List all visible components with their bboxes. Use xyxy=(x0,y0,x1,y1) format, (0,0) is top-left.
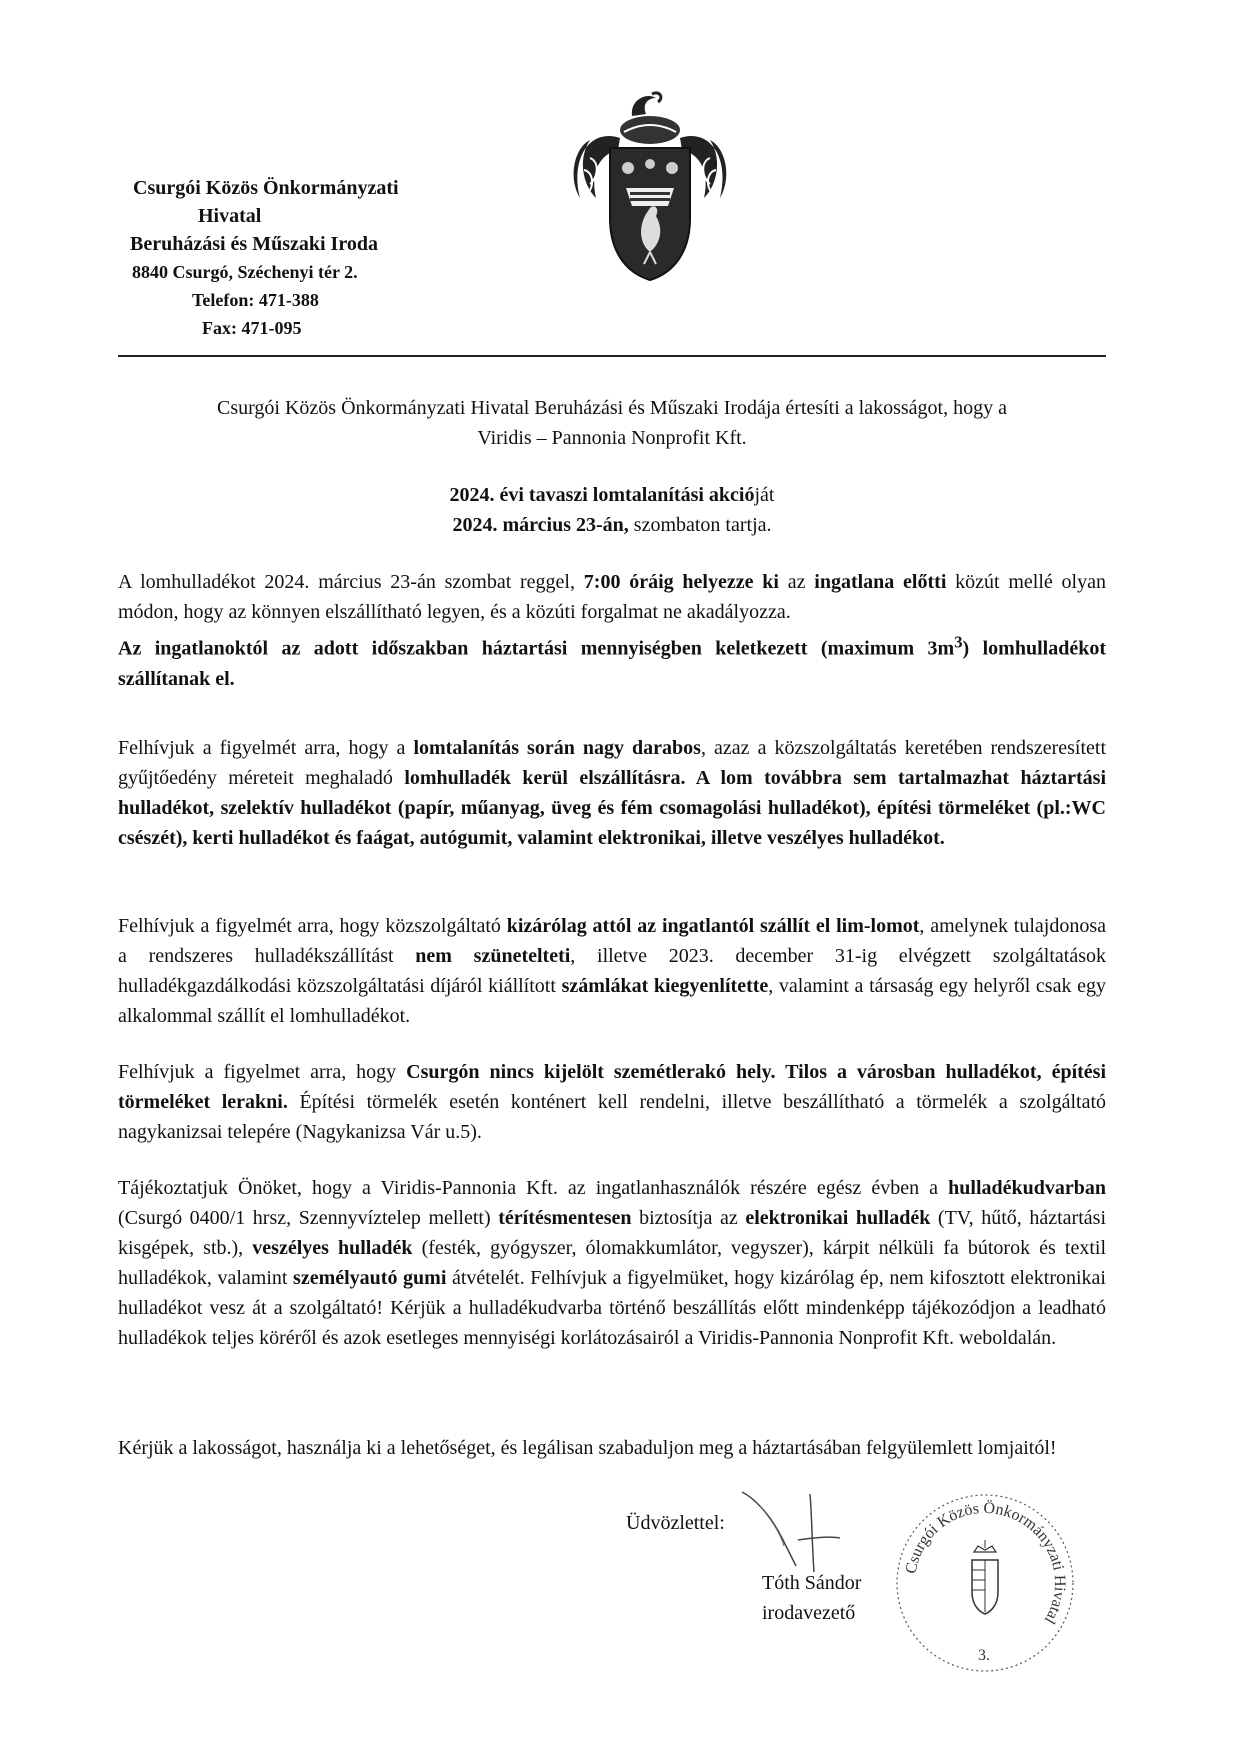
bold-text: 7:00 óráig helyezze ki xyxy=(583,571,779,593)
text: , illetve 2023. december 31-ig elvégzett szolgáltatások hulladékgazdálkodási közszolgáltatási díjáról kiállított xyxy=(118,945,1107,997)
text: Kérjük a lakosságot, használja ki a lehetőséget, és legálisan szabaduljon meg a háztartásában felgyülemlett lomjaitól! xyxy=(118,1437,1057,1459)
signatory xyxy=(762,1568,861,1628)
event-title-suffix: ját xyxy=(754,484,775,506)
paragraph-allowed-items xyxy=(118,733,1106,853)
text: (festék, gyógyszer, ólomakkumlátor, vegyszer), kárpit nélküli fa bútorok és textil hulladékok, valamint xyxy=(118,1237,1107,1289)
bold-text: veszélyes hulladék xyxy=(252,1237,413,1259)
paragraph-no-dump-site xyxy=(118,1057,1106,1147)
bold-text: hulladékudvarban xyxy=(948,1177,1106,1199)
event-title: 2024. évi tavaszi lomtalanítási akció xyxy=(449,484,755,506)
paragraph-eligibility xyxy=(118,911,1106,1031)
text: Felhívjuk a figyelmét arra, hogy a xyxy=(118,737,414,759)
text: átvételét. Felhívjuk a figyelmüket, hogy kizárólag ép, nem kifosztott elektronikai hulladékot vesz át a szolgáltató! Kérjük a hulladékudvarba történő beszállítás előtt mindenképp tájékozódjon a leadható hulladékok teljes köréről és azok esetleges mennyiségi korlátozásairól a Viridis-Pannonia Nonprofit Kft. weboldalán. xyxy=(118,1267,1106,1349)
handwritten-signature xyxy=(740,1488,880,1578)
signatory-name: Tóth Sándor xyxy=(762,1572,862,1594)
event-date: 2024. március 23-án, xyxy=(452,514,629,536)
stamp-ring-text: Csurgói Közös Önkormányzati Hivatal xyxy=(902,1499,1069,1627)
bold-text: ) lomhulladékot szállítanak el. xyxy=(118,637,1106,690)
department-name: Beruházási és Műszaki Iroda xyxy=(130,233,378,255)
text: közút mellé olyan módon, hogy az könnyen elszállítható legyen, és a közúti forgalmat ne akadályozza. xyxy=(118,571,1106,623)
intro-line2: Viridis – Pannonia Nonprofit Kft. xyxy=(477,427,747,449)
office-fax: Fax: 471-095 xyxy=(202,318,302,338)
bold-text: elektronikai hulladék xyxy=(745,1207,931,1229)
text: Tájékoztatjuk Önöket, hogy a Viridis-Pannonia Kft. az ingatlanhasználók részére egész évben a xyxy=(118,1177,949,1199)
text: , amelynek tulajdonosa a rendszeres hulladékszállítást xyxy=(118,915,1107,967)
event-day: szombaton tartja. xyxy=(628,514,772,536)
office-header xyxy=(118,174,478,342)
bold-text: számlákat kiegyenlítette xyxy=(561,975,769,997)
paragraph-waste-yard xyxy=(118,1173,1106,1353)
event-announcement xyxy=(118,480,1106,540)
text: az xyxy=(778,571,815,593)
bold-text: nem szünetelteti xyxy=(415,945,571,967)
paragraph-closing-appeal xyxy=(118,1433,1106,1463)
bold-text: lomhulladék kerül elszállításra. A lom továbbra sem tartalmazhat háztartási hulladékot, szelektív hulladékot (papír, műanyag, üveg és fém csomagolási hulladékot), építési törmeléket (pl.:WC csészét), kerti hulladékot és faágat, autógumit, valamint elektronikai, illetve veszélyes hulladékot. xyxy=(118,767,1106,849)
stamp-number: 3. xyxy=(978,1647,990,1664)
text: , azaz a közszolgáltatás keretében rendszeresített gyűjtőedény méreteit meghaladó xyxy=(118,737,1106,789)
text: Építési törmelék esetén konténert kell rendelni, illetve beszállítható a törmelék a szolgáltató nagykanizsai telepére (Nagykanizsa Vár u.5). xyxy=(118,1091,1107,1143)
intro-notice xyxy=(118,393,1106,453)
hungarian-crest-icon xyxy=(972,1540,998,1614)
text: (TV, hűtő, háztartási kisgépek, stb.), xyxy=(118,1207,1106,1259)
text: Felhívjuk a figyelmet arra, hogy xyxy=(118,1061,407,1083)
bold-text: térítésmentesen xyxy=(498,1207,632,1229)
greeting-label: Üdvözlettel: xyxy=(626,1512,725,1534)
paragraph-placement xyxy=(118,567,1106,694)
bold-text: Csurgón nincs kijelölt szemétlerakó hely. Tilos a városban hulladékot, építési törmeléket lerakni. xyxy=(118,1061,1107,1113)
office-name-line1: Csurgói Közös Önkormányzati xyxy=(133,177,399,199)
signatory-title: irodavezető xyxy=(762,1602,856,1624)
superscript: 3 xyxy=(954,632,963,651)
text: , valamint a társaság egy helyről csak egy alkalommal szállít el lomhulladékot. xyxy=(118,975,1106,1027)
intro-line1: Csurgói Közös Önkormányzati Hivatal Beruházási és Műszaki Irodája értesíti a lakosságot, hogy a xyxy=(217,397,1007,419)
text: Felhívjuk a figyelmét arra, hogy közszolgáltató xyxy=(118,915,507,937)
bold-text: Az ingatlanoktól az adott időszakban háztartási mennyiségben keletkezett (maximum 3m xyxy=(118,637,955,660)
header-divider xyxy=(118,355,1106,357)
office-address: 8840 Csurgó, Széchenyi tér 2. xyxy=(132,262,358,282)
office-phone: Telefon: 471-388 xyxy=(192,290,319,310)
text: (Csurgó 0400/1 hrsz, Szennyvíztelep mellett) xyxy=(118,1207,499,1229)
bold-text: ingatlana előtti xyxy=(814,571,947,593)
office-name-line2: Hivatal xyxy=(198,205,262,227)
text: biztosítja az xyxy=(631,1207,746,1229)
official-stamp xyxy=(890,1488,1080,1678)
coat-of-arms-icon xyxy=(560,88,740,288)
bold-text: személyautó gumi xyxy=(293,1267,447,1289)
text: A lomhulladékot 2024. március 23-án szombat reggel, xyxy=(118,571,584,593)
bold-text: kizárólag attól az ingatlantól szállít el lim-lomot xyxy=(506,915,920,937)
bold-text: lomtalanítás során nagy darabos xyxy=(413,737,701,759)
